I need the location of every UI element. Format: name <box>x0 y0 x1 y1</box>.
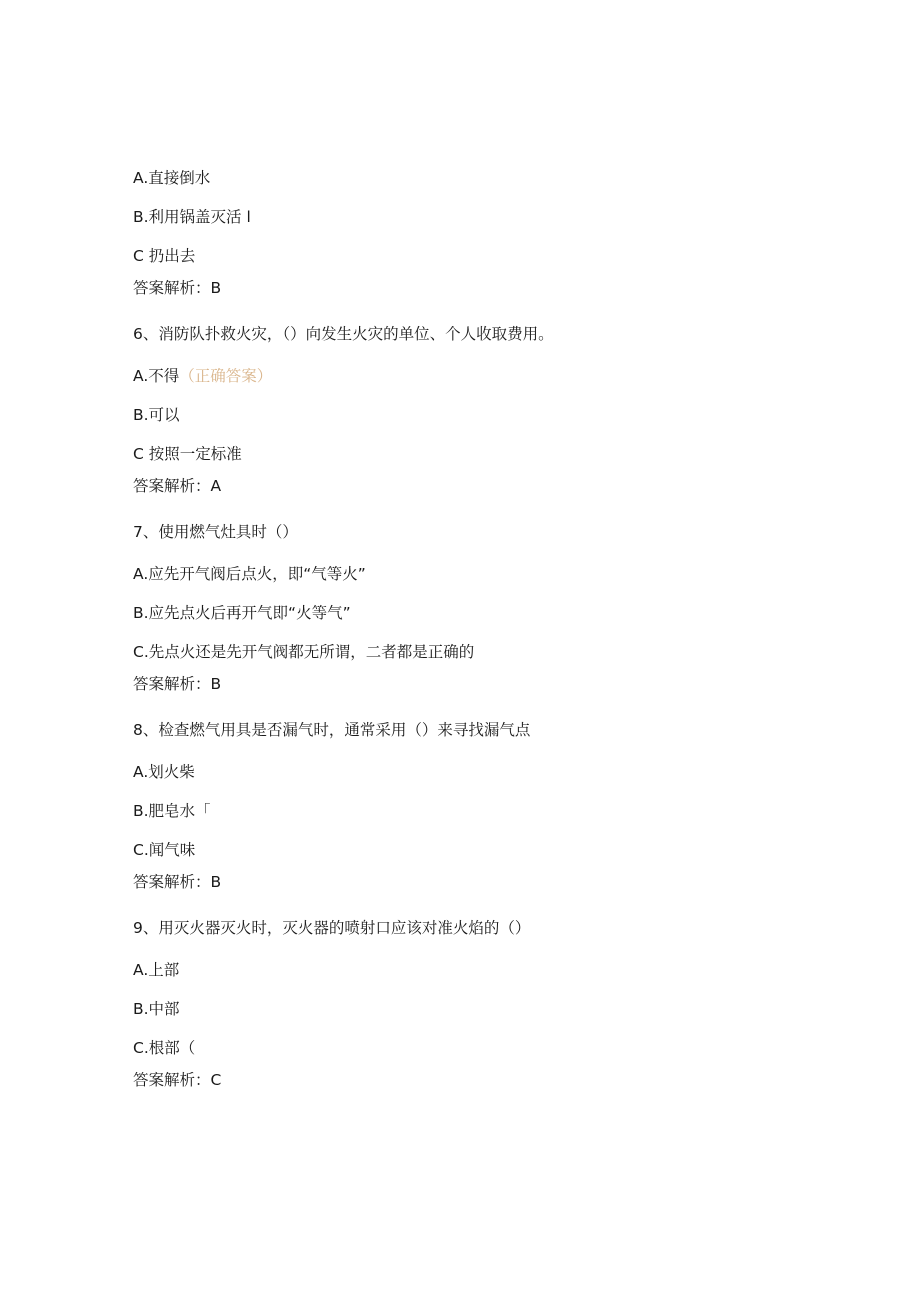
q7-option-b: B.应先点火后再开气即“火等气” <box>133 604 351 622</box>
q6-option-b: B.可以 <box>133 406 180 424</box>
q8-question: 8、检查燃气用具是否漏气时，通常采用（）来寻找漏气点 <box>133 721 531 739</box>
q9-answer: 答案解析：C <box>133 1071 222 1089</box>
q9-option-b: B.中部 <box>133 1000 180 1018</box>
q9-question: 9、用灭火器灭火时，灭火器的喷射口应该对准火焰的（） <box>133 919 531 937</box>
q7-option-c: C.先点火还是先开气阀都无所谓，二者都是正确的 <box>133 643 475 661</box>
q8-option-a: A.划火柴 <box>133 763 195 781</box>
q6-option-c: C 按照一定标准 <box>133 445 242 463</box>
q7-answer: 答案解析：B <box>133 675 222 693</box>
q5-option-a: A.直接倒水 <box>133 169 211 187</box>
q7-option-a: A.应先开气阀后点火，即“气等火” <box>133 565 366 583</box>
q6-correct-answer-hint: （正确答案） <box>179 367 273 385</box>
q7-question: 7、使用燃气灶具时（） <box>133 523 298 541</box>
q9-option-a: A.上部 <box>133 961 180 979</box>
q5-option-b: B.利用锅盖灭活 l <box>133 208 251 226</box>
q9-option-c: C.根部（ <box>133 1039 196 1057</box>
q8-answer: 答案解析：B <box>133 873 222 891</box>
q8-option-b: B.肥皂水「 <box>133 802 211 820</box>
q5-answer: 答案解析：B <box>133 279 222 297</box>
q6-option-a-row <box>133 366 272 386</box>
q6-option-a: A.不得 <box>133 367 180 385</box>
q8-option-c: C.闻气味 <box>133 841 196 859</box>
q6-question: 6、消防队扑救火灾，（）向发生火灾的单位、个人收取费用。 <box>133 325 554 343</box>
q5-option-c: C 扔出去 <box>133 247 196 265</box>
q6-answer: 答案解析：A <box>133 477 222 495</box>
